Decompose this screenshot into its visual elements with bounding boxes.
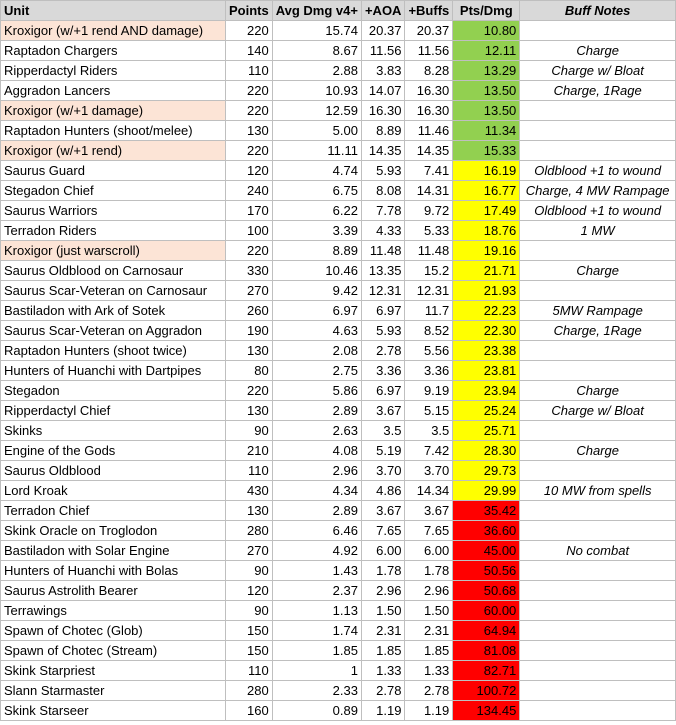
cell-avg-dmg[interactable]: 11.11 <box>272 141 361 161</box>
cell-avg-dmg[interactable]: 2.89 <box>272 401 361 421</box>
cell-aoa[interactable]: 8.89 <box>361 121 404 141</box>
cell-points[interactable]: 90 <box>225 601 272 621</box>
cell-aoa[interactable]: 2.31 <box>361 621 404 641</box>
table-row <box>1 681 676 701</box>
cell-unit[interactable]: Stegadon Chief <box>1 181 226 201</box>
cell-pts-dmg[interactable]: 28.30 <box>453 441 520 461</box>
cell-unit[interactable]: Kroxigor (w/+1 rend) <box>1 141 226 161</box>
cell-aoa[interactable]: 3.67 <box>361 401 404 421</box>
cell-aoa[interactable]: 4.33 <box>361 221 404 241</box>
cell-buffs[interactable]: 8.28 <box>405 61 453 81</box>
cell-buffs[interactable]: 6.00 <box>405 541 453 561</box>
cell-buffs[interactable]: 11.46 <box>405 121 453 141</box>
cell-avg-dmg[interactable]: 6.97 <box>272 301 361 321</box>
cell-points[interactable]: 150 <box>225 641 272 661</box>
cell-buff-notes[interactable] <box>520 341 676 361</box>
cell-unit[interactable]: Ripperdactyl Chief <box>1 401 226 421</box>
table-row <box>1 141 676 161</box>
cell-points[interactable]: 210 <box>225 441 272 461</box>
cell-points[interactable]: 430 <box>225 481 272 501</box>
cell-unit[interactable]: Hunters of Huanchi with Bolas <box>1 561 226 581</box>
cell-pts-dmg[interactable]: 13.29 <box>453 61 520 81</box>
cell-pts-dmg[interactable]: 15.33 <box>453 141 520 161</box>
cell-aoa[interactable]: 14.35 <box>361 141 404 161</box>
cell-avg-dmg[interactable]: 4.08 <box>272 441 361 461</box>
cell-avg-dmg[interactable]: 5.86 <box>272 381 361 401</box>
cell-pts-dmg[interactable]: 25.24 <box>453 401 520 421</box>
cell-buffs[interactable]: 3.5 <box>405 421 453 441</box>
cell-pts-dmg[interactable]: 11.34 <box>453 121 520 141</box>
cell-buff-notes[interactable]: Charge <box>520 381 676 401</box>
cell-pts-dmg[interactable]: 23.81 <box>453 361 520 381</box>
cell-buff-notes[interactable] <box>520 601 676 621</box>
table-row <box>1 21 676 41</box>
cell-pts-dmg[interactable]: 18.76 <box>453 221 520 241</box>
cell-aoa[interactable]: 1.33 <box>361 661 404 681</box>
cell-buff-notes[interactable] <box>520 21 676 41</box>
cell-aoa[interactable]: 1.50 <box>361 601 404 621</box>
col-header-pts-dmg[interactable]: Pts/Dmg <box>453 1 520 21</box>
cell-aoa[interactable]: 1.85 <box>361 641 404 661</box>
cell-aoa[interactable]: 3.5 <box>361 421 404 441</box>
cell-buff-notes[interactable]: Charge w/ Bloat <box>520 61 676 81</box>
cell-aoa[interactable]: 3.67 <box>361 501 404 521</box>
cell-buff-notes[interactable]: Charge <box>520 261 676 281</box>
cell-unit[interactable]: Engine of the Gods <box>1 441 226 461</box>
cell-avg-dmg[interactable]: 2.96 <box>272 461 361 481</box>
cell-points[interactable]: 160 <box>225 701 272 721</box>
col-header-avg-dmg[interactable]: Avg Dmg v4+ <box>272 1 361 21</box>
cell-unit[interactable]: Bastiladon with Ark of Sotek <box>1 301 226 321</box>
cell-buff-notes[interactable] <box>520 681 676 701</box>
cell-points[interactable]: 100 <box>225 221 272 241</box>
cell-avg-dmg[interactable]: 6.46 <box>272 521 361 541</box>
table-row <box>1 181 676 201</box>
cell-aoa[interactable]: 4.86 <box>361 481 404 501</box>
cell-unit[interactable]: Skink Starpriest <box>1 661 226 681</box>
cell-buffs[interactable]: 5.15 <box>405 401 453 421</box>
cell-buffs[interactable]: 8.52 <box>405 321 453 341</box>
cell-buff-notes[interactable] <box>520 581 676 601</box>
cell-buffs[interactable]: 5.33 <box>405 221 453 241</box>
cell-points[interactable]: 130 <box>225 401 272 421</box>
table-row <box>1 61 676 81</box>
cell-avg-dmg[interactable]: 4.63 <box>272 321 361 341</box>
cell-aoa[interactable]: 1.19 <box>361 701 404 721</box>
cell-buff-notes[interactable]: Charge <box>520 41 676 61</box>
table-row <box>1 381 676 401</box>
cell-unit[interactable]: Raptadon Hunters (shoot twice) <box>1 341 226 361</box>
cell-points[interactable]: 110 <box>225 61 272 81</box>
cell-buffs[interactable]: 9.72 <box>405 201 453 221</box>
cell-points[interactable]: 220 <box>225 141 272 161</box>
cell-aoa[interactable]: 6.00 <box>361 541 404 561</box>
col-header-buff-notes[interactable]: Buff Notes <box>520 1 676 21</box>
cell-unit[interactable]: Saurus Guard <box>1 161 226 181</box>
cell-avg-dmg[interactable]: 2.75 <box>272 361 361 381</box>
cell-buff-notes[interactable] <box>520 101 676 121</box>
table-row <box>1 201 676 221</box>
cell-points[interactable]: 110 <box>225 461 272 481</box>
cell-pts-dmg[interactable]: 22.23 <box>453 301 520 321</box>
cell-avg-dmg[interactable]: 2.88 <box>272 61 361 81</box>
cell-points[interactable]: 330 <box>225 261 272 281</box>
table-row <box>1 581 676 601</box>
cell-avg-dmg[interactable]: 6.22 <box>272 201 361 221</box>
cell-buff-notes[interactable]: 1 MW <box>520 221 676 241</box>
cell-buffs[interactable]: 9.19 <box>405 381 453 401</box>
cell-avg-dmg[interactable]: 10.93 <box>272 81 361 101</box>
cell-unit[interactable]: Saurus Warriors <box>1 201 226 221</box>
cell-unit[interactable]: Raptadon Chargers <box>1 41 226 61</box>
cell-pts-dmg[interactable]: 13.50 <box>453 101 520 121</box>
cell-buff-notes[interactable] <box>520 461 676 481</box>
cell-points[interactable]: 220 <box>225 101 272 121</box>
cell-unit[interactable]: Saurus Oldblood on Carnosaur <box>1 261 226 281</box>
table-row <box>1 241 676 261</box>
cell-points[interactable]: 220 <box>225 381 272 401</box>
cell-buff-notes[interactable] <box>520 421 676 441</box>
table-row <box>1 661 676 681</box>
cell-aoa[interactable]: 6.97 <box>361 381 404 401</box>
cell-unit[interactable]: Skink Oracle on Troglodon <box>1 521 226 541</box>
cell-pts-dmg[interactable]: 50.68 <box>453 581 520 601</box>
cell-points[interactable]: 140 <box>225 41 272 61</box>
cell-aoa[interactable]: 5.93 <box>361 161 404 181</box>
cell-avg-dmg[interactable]: 1 <box>272 661 361 681</box>
table-row <box>1 521 676 541</box>
cell-aoa[interactable]: 5.93 <box>361 321 404 341</box>
cell-buffs[interactable]: 2.96 <box>405 581 453 601</box>
cell-unit[interactable]: Terrawings <box>1 601 226 621</box>
cell-pts-dmg[interactable]: 29.73 <box>453 461 520 481</box>
cell-aoa[interactable]: 7.65 <box>361 521 404 541</box>
cell-unit[interactable]: Raptadon Hunters (shoot/melee) <box>1 121 226 141</box>
cell-avg-dmg[interactable]: 4.74 <box>272 161 361 181</box>
cell-pts-dmg[interactable]: 16.77 <box>453 181 520 201</box>
cell-points[interactable]: 90 <box>225 421 272 441</box>
cell-pts-dmg[interactable]: 21.71 <box>453 261 520 281</box>
cell-avg-dmg[interactable]: 8.89 <box>272 241 361 261</box>
table-row <box>1 221 676 241</box>
cell-aoa[interactable]: 3.83 <box>361 61 404 81</box>
table-row <box>1 161 676 181</box>
cell-avg-dmg[interactable]: 2.63 <box>272 421 361 441</box>
cell-avg-dmg[interactable]: 2.08 <box>272 341 361 361</box>
cell-unit[interactable]: Aggradon Lancers <box>1 81 226 101</box>
cell-pts-dmg[interactable]: 100.72 <box>453 681 520 701</box>
cell-buffs[interactable]: 11.56 <box>405 41 453 61</box>
cell-aoa[interactable]: 1.78 <box>361 561 404 581</box>
cell-buff-notes[interactable] <box>520 641 676 661</box>
cell-unit[interactable]: Lord Kroak <box>1 481 226 501</box>
cell-unit[interactable]: Saurus Scar-Veteran on Aggradon <box>1 321 226 341</box>
table-row <box>1 261 676 281</box>
cell-points[interactable]: 220 <box>225 241 272 261</box>
cell-pts-dmg[interactable]: 64.94 <box>453 621 520 641</box>
cell-aoa[interactable]: 11.48 <box>361 241 404 261</box>
cell-buffs[interactable]: 16.30 <box>405 101 453 121</box>
table-row <box>1 281 676 301</box>
cell-unit[interactable]: Ripperdactyl Riders <box>1 61 226 81</box>
table-row <box>1 561 676 581</box>
cell-points[interactable]: 130 <box>225 501 272 521</box>
cell-unit[interactable]: Spawn of Chotec (Stream) <box>1 641 226 661</box>
table-row <box>1 81 676 101</box>
cell-unit[interactable]: Spawn of Chotec (Glob) <box>1 621 226 641</box>
cell-points[interactable]: 130 <box>225 121 272 141</box>
cell-aoa[interactable]: 13.35 <box>361 261 404 281</box>
cell-pts-dmg[interactable]: 10.80 <box>453 21 520 41</box>
cell-aoa[interactable]: 16.30 <box>361 101 404 121</box>
cell-pts-dmg[interactable]: 36.60 <box>453 521 520 541</box>
cell-avg-dmg[interactable]: 10.46 <box>272 261 361 281</box>
cell-avg-dmg[interactable]: 9.42 <box>272 281 361 301</box>
cell-unit[interactable]: Saurus Oldblood <box>1 461 226 481</box>
cell-points[interactable]: 80 <box>225 361 272 381</box>
table-row <box>1 601 676 621</box>
cell-avg-dmg[interactable]: 1.13 <box>272 601 361 621</box>
cell-aoa[interactable]: 3.70 <box>361 461 404 481</box>
table-row <box>1 301 676 321</box>
cell-buff-notes[interactable] <box>520 241 676 261</box>
col-header-points[interactable]: Points <box>225 1 272 21</box>
cell-buff-notes[interactable]: Charge, 1Rage <box>520 81 676 101</box>
cell-buff-notes[interactable] <box>520 561 676 581</box>
cell-pts-dmg[interactable]: 23.94 <box>453 381 520 401</box>
cell-avg-dmg[interactable]: 4.34 <box>272 481 361 501</box>
cell-pts-dmg[interactable]: 16.19 <box>453 161 520 181</box>
cell-buffs[interactable]: 2.31 <box>405 621 453 641</box>
cell-buff-notes[interactable] <box>520 661 676 681</box>
cell-buff-notes[interactable]: Charge, 4 MW Rampage <box>520 181 676 201</box>
cell-points[interactable]: 280 <box>225 681 272 701</box>
table-row <box>1 541 676 561</box>
cell-avg-dmg[interactable]: 2.89 <box>272 501 361 521</box>
cell-avg-dmg[interactable]: 15.74 <box>272 21 361 41</box>
cell-points[interactable]: 270 <box>225 281 272 301</box>
cell-avg-dmg[interactable]: 2.37 <box>272 581 361 601</box>
cell-buff-notes[interactable] <box>520 361 676 381</box>
cell-avg-dmg[interactable]: 6.75 <box>272 181 361 201</box>
cell-aoa[interactable]: 8.08 <box>361 181 404 201</box>
col-header-unit[interactable]: Unit <box>1 1 226 21</box>
cell-pts-dmg[interactable]: 13.50 <box>453 81 520 101</box>
cell-buffs[interactable]: 7.65 <box>405 521 453 541</box>
table-row <box>1 321 676 341</box>
cell-aoa[interactable]: 3.36 <box>361 361 404 381</box>
cell-buff-notes[interactable] <box>520 281 676 301</box>
cell-pts-dmg[interactable]: 12.11 <box>453 41 520 61</box>
cell-buffs[interactable]: 7.41 <box>405 161 453 181</box>
cell-points[interactable]: 90 <box>225 561 272 581</box>
cell-points[interactable]: 130 <box>225 341 272 361</box>
cell-aoa[interactable]: 2.96 <box>361 581 404 601</box>
cell-buffs[interactable]: 14.31 <box>405 181 453 201</box>
cell-aoa[interactable]: 6.97 <box>361 301 404 321</box>
cell-buffs[interactable]: 5.56 <box>405 341 453 361</box>
cell-pts-dmg[interactable]: 45.00 <box>453 541 520 561</box>
cell-unit[interactable]: Slann Starmaster <box>1 681 226 701</box>
cell-unit[interactable]: Kroxigor (w/+1 rend AND damage) <box>1 21 226 41</box>
cell-aoa[interactable]: 20.37 <box>361 21 404 41</box>
cell-buff-notes[interactable] <box>520 141 676 161</box>
cell-buffs[interactable]: 7.42 <box>405 441 453 461</box>
cell-buffs[interactable]: 20.37 <box>405 21 453 41</box>
cell-buffs[interactable]: 1.78 <box>405 561 453 581</box>
table-row <box>1 501 676 521</box>
cell-points[interactable]: 280 <box>225 521 272 541</box>
col-header-buffs[interactable]: +Buffs <box>405 1 453 21</box>
cell-buffs[interactable]: 14.34 <box>405 481 453 501</box>
cell-aoa[interactable]: 12.31 <box>361 281 404 301</box>
cell-avg-dmg[interactable]: 8.67 <box>272 41 361 61</box>
table-row <box>1 461 676 481</box>
cell-buff-notes[interactable]: Oldblood +1 to wound <box>520 201 676 221</box>
cell-avg-dmg[interactable]: 3.39 <box>272 221 361 241</box>
cell-avg-dmg[interactable]: 2.33 <box>272 681 361 701</box>
cell-pts-dmg[interactable]: 81.08 <box>453 641 520 661</box>
cell-pts-dmg[interactable]: 60.00 <box>453 601 520 621</box>
cell-buff-notes[interactable]: Charge <box>520 441 676 461</box>
cell-pts-dmg[interactable]: 25.71 <box>453 421 520 441</box>
table-row <box>1 641 676 661</box>
cell-buffs[interactable]: 1.50 <box>405 601 453 621</box>
cell-unit[interactable]: Stegadon <box>1 381 226 401</box>
cell-buff-notes[interactable] <box>520 621 676 641</box>
cell-pts-dmg[interactable]: 82.71 <box>453 661 520 681</box>
cell-aoa[interactable]: 7.78 <box>361 201 404 221</box>
cell-unit[interactable]: Saurus Astrolith Bearer <box>1 581 226 601</box>
cell-buffs[interactable]: 12.31 <box>405 281 453 301</box>
cell-buff-notes[interactable] <box>520 121 676 141</box>
table-row <box>1 421 676 441</box>
cell-buffs[interactable]: 14.35 <box>405 141 453 161</box>
cell-points[interactable]: 190 <box>225 321 272 341</box>
table-row <box>1 621 676 641</box>
cell-aoa[interactable]: 14.07 <box>361 81 404 101</box>
cell-buff-notes[interactable]: Oldblood +1 to wound <box>520 161 676 181</box>
cell-unit[interactable]: Kroxigor (w/+1 damage) <box>1 101 226 121</box>
cell-points[interactable]: 240 <box>225 181 272 201</box>
cell-aoa[interactable]: 2.78 <box>361 681 404 701</box>
cell-buffs[interactable]: 11.48 <box>405 241 453 261</box>
cell-points[interactable]: 120 <box>225 581 272 601</box>
cell-buffs[interactable]: 1.19 <box>405 701 453 721</box>
cell-unit[interactable]: Terradon Chief <box>1 501 226 521</box>
cell-points[interactable]: 220 <box>225 21 272 41</box>
cell-buffs[interactable]: 3.70 <box>405 461 453 481</box>
cell-avg-dmg[interactable]: 1.74 <box>272 621 361 641</box>
col-header-aoa[interactable]: +AOA <box>361 1 404 21</box>
cell-points[interactable]: 120 <box>225 161 272 181</box>
cell-buff-notes[interactable]: Charge w/ Bloat <box>520 401 676 421</box>
table-row <box>1 481 676 501</box>
cell-points[interactable]: 270 <box>225 541 272 561</box>
cell-buffs[interactable]: 11.7 <box>405 301 453 321</box>
cell-buff-notes[interactable] <box>520 701 676 721</box>
cell-points[interactable]: 110 <box>225 661 272 681</box>
table-row <box>1 401 676 421</box>
cell-pts-dmg[interactable]: 134.45 <box>453 701 520 721</box>
cell-buff-notes[interactable]: Charge, 1Rage <box>520 321 676 341</box>
cell-buffs[interactable]: 3.36 <box>405 361 453 381</box>
cell-buffs[interactable]: 1.33 <box>405 661 453 681</box>
cell-buffs[interactable]: 16.30 <box>405 81 453 101</box>
cell-pts-dmg[interactable]: 29.99 <box>453 481 520 501</box>
cell-buffs[interactable]: 3.67 <box>405 501 453 521</box>
cell-pts-dmg[interactable]: 35.42 <box>453 501 520 521</box>
cell-unit[interactable]: Terradon Riders <box>1 221 226 241</box>
cell-buffs[interactable]: 15.2 <box>405 261 453 281</box>
cell-pts-dmg[interactable]: 19.16 <box>453 241 520 261</box>
table-row <box>1 121 676 141</box>
cell-pts-dmg[interactable]: 50.56 <box>453 561 520 581</box>
table-row <box>1 701 676 721</box>
header-row <box>1 1 676 21</box>
cell-avg-dmg[interactable]: 1.43 <box>272 561 361 581</box>
cell-unit[interactable]: Skinks <box>1 421 226 441</box>
cell-buff-notes[interactable] <box>520 501 676 521</box>
cell-pts-dmg[interactable]: 17.49 <box>453 201 520 221</box>
cell-avg-dmg[interactable]: 1.85 <box>272 641 361 661</box>
cell-buff-notes[interactable]: 5MW Rampage <box>520 301 676 321</box>
cell-avg-dmg[interactable]: 12.59 <box>272 101 361 121</box>
cell-buffs[interactable]: 2.78 <box>405 681 453 701</box>
cell-aoa[interactable]: 11.56 <box>361 41 404 61</box>
cell-points[interactable]: 220 <box>225 81 272 101</box>
cell-points[interactable]: 260 <box>225 301 272 321</box>
cell-points[interactable]: 170 <box>225 201 272 221</box>
cell-unit[interactable]: Skink Starseer <box>1 701 226 721</box>
cell-unit[interactable]: Saurus Scar-Veteran on Carnosaur <box>1 281 226 301</box>
cell-aoa[interactable]: 2.78 <box>361 341 404 361</box>
cell-buffs[interactable]: 1.85 <box>405 641 453 661</box>
cell-buff-notes[interactable] <box>520 521 676 541</box>
cell-unit[interactable]: Bastiladon with Solar Engine <box>1 541 226 561</box>
cell-points[interactable]: 150 <box>225 621 272 641</box>
table-row <box>1 361 676 381</box>
table-row <box>1 41 676 61</box>
table-row <box>1 341 676 361</box>
table-row <box>1 441 676 461</box>
cell-buff-notes[interactable]: 10 MW from spells <box>520 481 676 501</box>
cell-aoa[interactable]: 5.19 <box>361 441 404 461</box>
cell-avg-dmg[interactable]: 0.89 <box>272 701 361 721</box>
cell-avg-dmg[interactable]: 5.00 <box>272 121 361 141</box>
cell-buff-notes[interactable]: No combat <box>520 541 676 561</box>
cell-pts-dmg[interactable]: 21.93 <box>453 281 520 301</box>
cell-pts-dmg[interactable]: 22.30 <box>453 321 520 341</box>
table-row <box>1 101 676 121</box>
cell-unit[interactable]: Hunters of Huanchi with Dartpipes <box>1 361 226 381</box>
cell-unit[interactable]: Kroxigor (just warscroll) <box>1 241 226 261</box>
cell-pts-dmg[interactable]: 23.38 <box>453 341 520 361</box>
cell-avg-dmg[interactable]: 4.92 <box>272 541 361 561</box>
